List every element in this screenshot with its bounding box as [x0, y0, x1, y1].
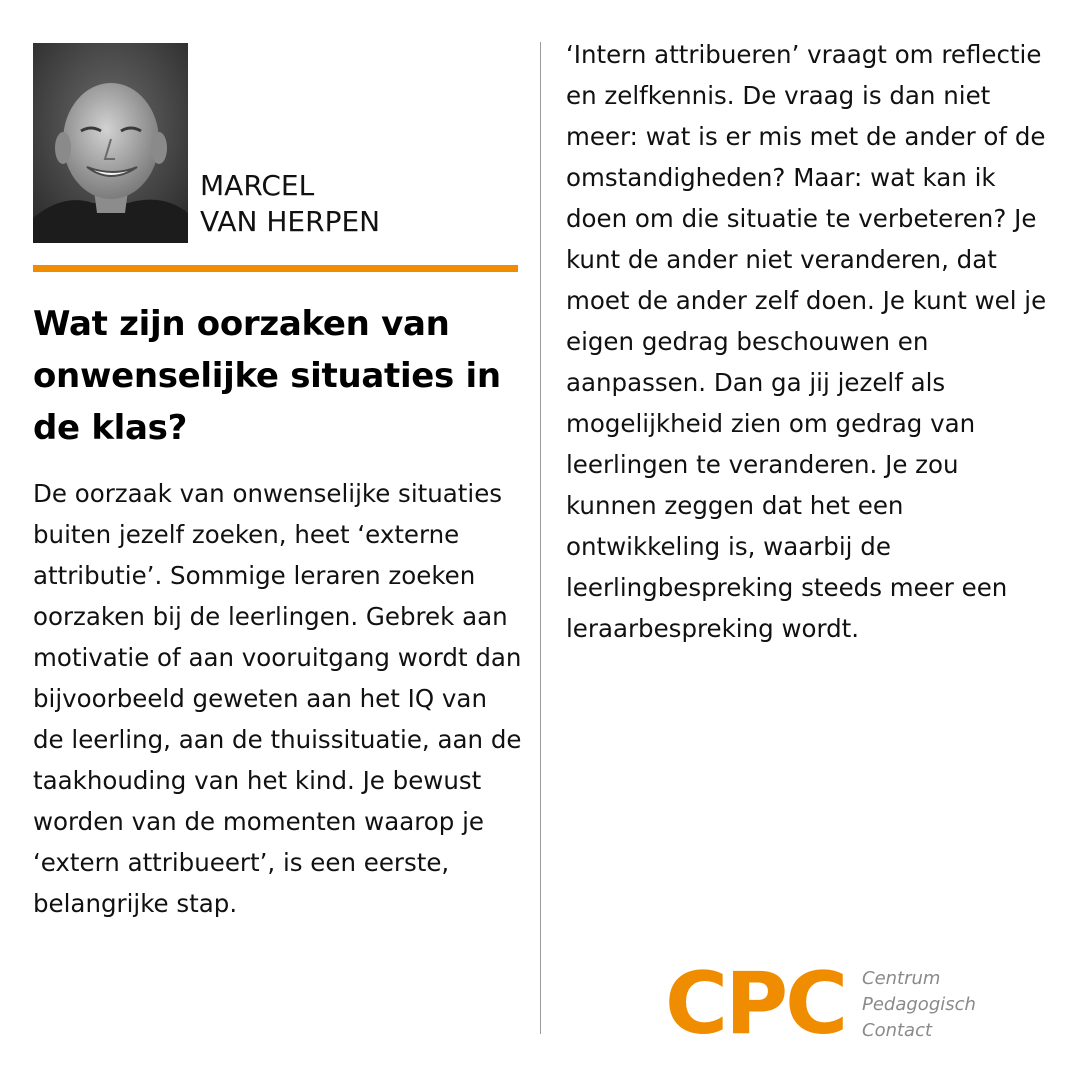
paragraph-left: De oorzaak van onwenselijke situaties buiten jezelf zoeken, heet ‘externe attributie’. Sommige leraren zoeken oorzaken bij de leerlingen. Gebrek aan motivatie of aan vooruitgang wordt dan bijvoorbeeld geweten aan het IQ van de leerling, aan de thuissituatie, aan de taakhouding van het kind. Je bewust worden van de momenten waarop je ‘extern attribueert’, is een eerste, belangrijke stap.	[33, 479, 522, 918]
logo-line-2: Pedagogisch	[862, 994, 976, 1015]
logo-mark: CPC	[665, 954, 846, 1054]
paragraph-right: ‘Intern attribueren’ vraagt om reflectie en zelfkennis. De vraag is dan niet meer: wat is er mis met de ander of de omstandigheden? Maar: wat kan ik doen om die situatie te verbeteren? Je kunt de ander niet veranderen, dat moet de ander zelf doen. Je kunt wel je eigen gedrag beschouwen en aanpassen. Dan ga jij jezelf als mogelijkheid zien om gedrag van leerlingen te veranderen. Je zou kunnen zeggen dat het een ontwikkeling is, waarbij de leerlingbespreking steeds meer een leraarbespreking wordt.	[566, 40, 1047, 643]
logo-line-1: Centrum	[862, 968, 941, 989]
logo-line-3: Contact	[862, 1020, 933, 1041]
logo-wordmark	[862, 966, 976, 1044]
author-name-line-2: VAN HERPEN	[200, 205, 381, 238]
portrait-photo-icon	[33, 43, 188, 243]
author-name	[200, 168, 380, 240]
author-photo	[33, 43, 188, 243]
column-divider	[540, 42, 541, 1034]
accent-rule	[33, 265, 518, 272]
article-headline: Wat zijn oorzaken van onwenselijke situaties in de klas?	[33, 304, 501, 448]
author-name-line-1: MARCEL	[200, 169, 315, 202]
cpc-logo	[665, 954, 985, 1054]
